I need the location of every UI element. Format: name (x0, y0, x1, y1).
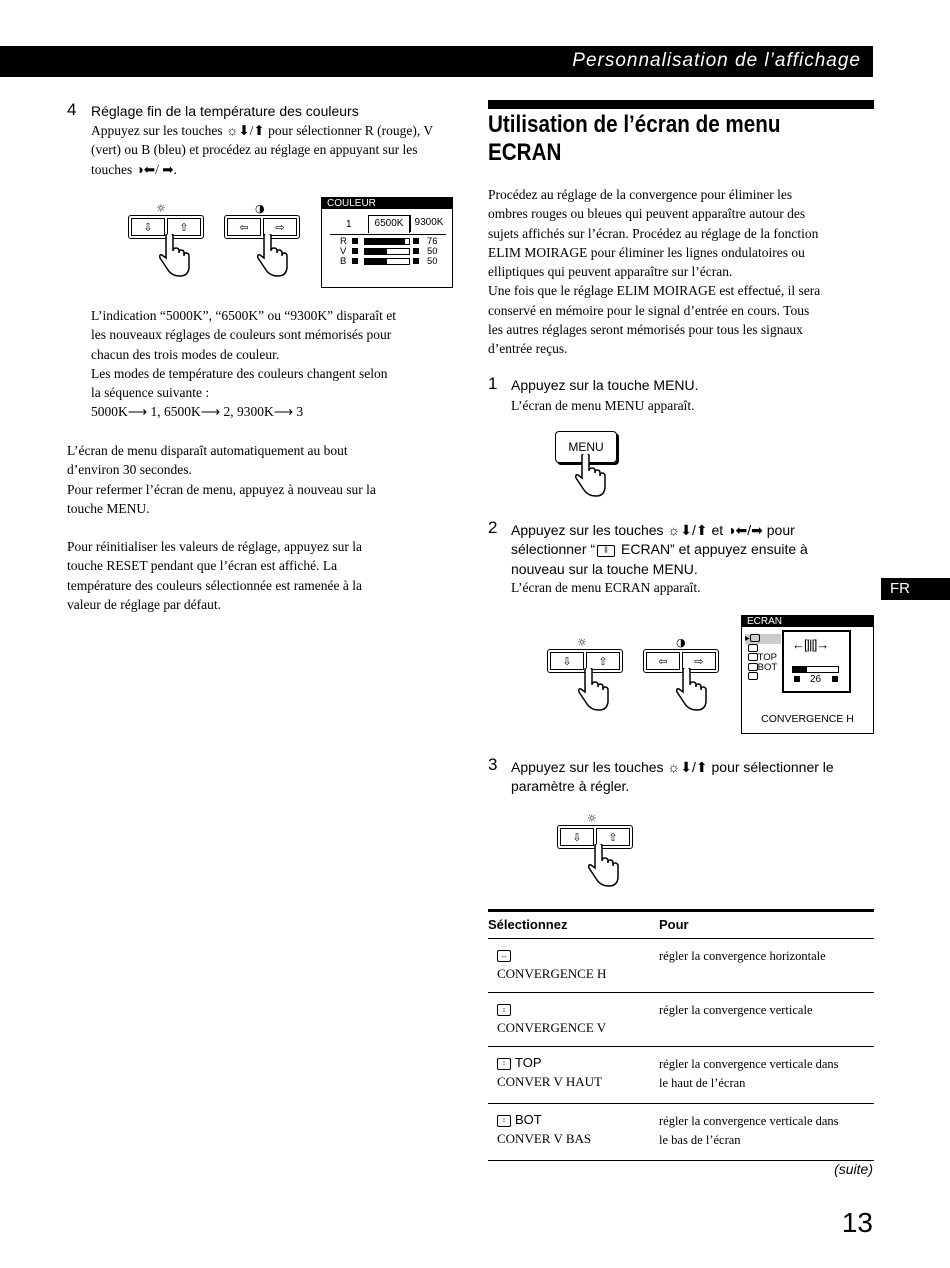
convergence-v-icon: ↕ (497, 1004, 511, 1016)
brightness-buttons-figure (557, 812, 647, 892)
step-4-title: Réglage fin de la température des couleurs (91, 103, 359, 119)
osd-level-bar (364, 238, 410, 245)
moire-icon (748, 672, 758, 680)
note-line: Les modes de température des couleurs changent selon (91, 365, 388, 381)
row-desc: le haut de l’écran (659, 1076, 746, 1090)
text-line: touche RESET pendant que l’écran est affiché. La (67, 558, 338, 574)
table-cell-select (488, 993, 659, 1047)
up-arrow-icon[interactable]: ⇧ (167, 218, 201, 236)
convergence-bot-icon: ↕ (497, 1115, 511, 1127)
table-cell-select (488, 939, 659, 993)
osd-row-r (340, 236, 446, 246)
osd-ecran-caption: CONVERGENCE H (761, 713, 854, 725)
section-title (488, 111, 823, 167)
convergence-v-icon (748, 644, 758, 652)
table-cell-purpose (659, 1104, 874, 1161)
text-line: Appuyez sur les touches ☼⬇/⬆ pour sélectionner le (511, 759, 834, 775)
text-line: elliptiques qui peuvent apparaître sur l’écran. (488, 264, 733, 280)
row-desc: régler la convergence verticale dans (659, 1057, 839, 1071)
step-2-number: 2 (488, 518, 498, 537)
osd-row-value: 50 (427, 246, 438, 257)
osd-couleur-tabs (330, 214, 446, 233)
plus-icon (413, 238, 419, 244)
row-label: CONVERGENCE H (497, 966, 607, 981)
table-row (488, 1047, 874, 1104)
hand-pointer-icon (675, 668, 709, 712)
osd-ecran-title: ECRAN (742, 616, 873, 627)
page-number: 13 (841, 1207, 873, 1238)
note-line: 5000K⟶ 1, 6500K⟶ 2, 9300K⟶ 3 (91, 404, 304, 420)
row-desc: régler la convergence verticale (659, 1003, 813, 1017)
step-1-number: 1 (488, 374, 498, 393)
osd-tab-1: 1 (346, 219, 352, 230)
table-header-row (488, 911, 874, 939)
minus-icon (794, 676, 800, 682)
table-cell-purpose (659, 993, 874, 1047)
step-1-sub: L’écran de menu MENU apparaît. (511, 398, 695, 413)
osd-level-bar (364, 258, 410, 265)
contrast-icon: ◑ (255, 202, 265, 215)
step-2-title (511, 521, 871, 579)
table-row (488, 993, 874, 1047)
convergence-bot-icon (748, 663, 758, 671)
osd-menu-item-bot (745, 663, 781, 673)
hand-pointer-icon (256, 234, 290, 278)
convergence-h-graphic-icon: ←[|||]→ (792, 637, 829, 652)
down-arrow-icon[interactable]: ⇩ (560, 828, 594, 846)
text-line: ombres rouges ou bleues qui peuvent apparaître autour des (488, 206, 806, 222)
osd-item-label: BOT (757, 661, 778, 673)
text-line: paramètre à régler. (511, 778, 630, 795)
language-tab-fr: FR (881, 578, 950, 600)
osd-menu-item-moire (745, 672, 781, 682)
minus-icon (352, 238, 358, 244)
text-line: touche MENU. (67, 500, 150, 516)
text-line: les autres réglages seront mémorisés pour tous les signaux (488, 322, 803, 338)
row-label: CONVERGENCE V (497, 1020, 607, 1035)
minus-icon (352, 258, 358, 264)
page-header-title: Personnalisation de l’affichage (572, 50, 861, 71)
table-cell-purpose (659, 939, 874, 993)
convergence-h-icon (750, 634, 760, 642)
osd-tab-9300k: 9300K (410, 215, 447, 232)
left-arrow-icon[interactable]: ⇦ (646, 652, 680, 670)
osd-level-bar (792, 666, 839, 673)
note-line: L’indication “5000K”, “6500K” ou “9300K” disparaît et (91, 308, 397, 323)
step-1-title: Appuyez sur la touche MENU. (511, 377, 699, 393)
table-header-purpose: Pour (659, 911, 874, 939)
down-arrow-icon[interactable]: ⇩ (131, 218, 165, 236)
contrast-icon: ◑ (676, 636, 686, 649)
table-cell-select (488, 1104, 659, 1161)
osd-row-label: B (340, 256, 347, 267)
step-3-number: 3 (488, 755, 498, 774)
text-line: nouveau sur la touche MENU. (511, 560, 698, 577)
text-line: température des couleurs sélectionnée est ramenée à la (67, 577, 362, 593)
selection-table (488, 909, 874, 1161)
header-bar (0, 46, 873, 77)
osd-couleur-title: COULEUR (322, 198, 452, 209)
table-cell-purpose (659, 1047, 874, 1104)
menu-auto-close-text (67, 441, 452, 518)
step-3-title (511, 758, 834, 797)
left-arrow-icon[interactable]: ⇦ (227, 218, 261, 236)
brightness-icon: ☼ (156, 202, 166, 215)
text-line: L’écran de menu disparaît automatiquement au bout (67, 443, 348, 458)
row-icon-label: BOT (515, 1112, 542, 1127)
osd-row-label: R (340, 236, 347, 247)
plus-icon (832, 676, 838, 682)
section-rule (488, 100, 874, 109)
row-label: CONVER V BAS (497, 1131, 592, 1146)
table-cell-select (488, 1047, 659, 1104)
text-line: Procédez au réglage de la convergence pour éliminer les (488, 187, 793, 202)
text-fragment: sélectionner “ (511, 541, 596, 558)
minus-icon (352, 248, 358, 254)
note-line: la séquence suivante : (91, 385, 210, 401)
text-line: d’environ 30 secondes. (67, 462, 192, 478)
ecran-icon: ⫼ (597, 545, 615, 557)
text-line: d’entrée reçus. (488, 341, 568, 357)
right-arrow-icon[interactable]: ⇨ (682, 652, 716, 670)
hand-pointer-icon (587, 844, 621, 888)
convergence-h-icon: ↔ (497, 950, 511, 962)
text-line: Pour réinitialiser les valeurs de réglage, appuyez sur la (67, 539, 363, 554)
step-4-number: 4 (67, 100, 77, 119)
plus-icon (413, 258, 419, 264)
row-desc: régler la convergence verticale dans (659, 1114, 839, 1128)
row-icon-label: TOP (515, 1055, 542, 1070)
up-arrow-icon[interactable]: ⇧ (586, 652, 620, 670)
hand-pointer-icon (158, 234, 192, 278)
row-desc: régler la convergence horizontale (659, 949, 826, 963)
osd-tab-6500k: 6500K (368, 215, 410, 233)
text-line: ELIM MOIRAGE pour éliminer les lignes ondulatoires ou (488, 244, 805, 260)
hand-pointer-icon (574, 454, 608, 498)
row-label: CONVER V HAUT (497, 1074, 602, 1089)
brightness-contrast-buttons-figure (128, 202, 308, 282)
section-title-line-1: Utilisation de l’écran de menu (488, 111, 781, 138)
text-fragment: ECRAN” et appuyez ensuite à (621, 541, 808, 558)
osd-menu-item-convergence-h: ▸ (745, 634, 781, 644)
plus-icon (413, 248, 419, 254)
table-row (488, 939, 874, 993)
hand-pointer-icon (577, 668, 611, 712)
text-line: Une fois que le réglage ELIM MOIRAGE est effectué, il sera (488, 283, 821, 299)
menu-button-label: MENU (568, 440, 604, 454)
convergence-top-icon (748, 653, 758, 661)
reset-text (67, 537, 452, 614)
osd-couleur (321, 197, 453, 288)
step-4-text: Appuyez sur les touches ☼⬇/⬆ pour sélectionner R (rouge), V (vert) ou B (bleu) et procédez au réglage en appuyant sur les touches ◑⬅/ ➡. (91, 123, 433, 177)
convergence-top-icon: ↕ (497, 1058, 511, 1070)
brightness-contrast-buttons-figure (547, 636, 727, 716)
step-2-sub: L’écran de menu ECRAN apparaît. (511, 580, 701, 595)
down-arrow-icon[interactable]: ⇩ (550, 652, 584, 670)
osd-value: 26 (810, 674, 822, 685)
osd-couleur-rows (340, 236, 446, 266)
osd-ecran (741, 615, 874, 734)
table-row (488, 1104, 874, 1161)
note-line: chacun des trois modes de couleur. (91, 346, 280, 362)
section-title-line-2: ECRAN (488, 139, 562, 166)
note-line: les nouveaux réglages de couleurs sont mémorisés pour (91, 327, 392, 343)
continued-label: (suite) (834, 1161, 873, 1177)
osd-row-value: 76 (427, 236, 438, 247)
text-line: Pour refermer l’écran de menu, appuyez à nouveau sur la (67, 481, 376, 497)
osd-level-bar (364, 248, 410, 255)
osd-row-label: V (340, 246, 347, 257)
up-arrow-icon[interactable]: ⇧ (596, 828, 630, 846)
right-arrow-icon[interactable]: ⇨ (263, 218, 297, 236)
osd-row-v (340, 246, 446, 256)
section-intro (488, 185, 878, 359)
text-line: valeur de réglage par défaut. (67, 596, 222, 612)
osd-row-b (340, 256, 446, 266)
table-header-select: Sélectionnez (488, 911, 659, 939)
brightness-icon: ☼ (577, 636, 587, 649)
osd-item-label: TOP (757, 652, 777, 663)
brightness-icon: ☼ (587, 812, 597, 825)
osd-ecran-menu-list (745, 634, 781, 682)
text-line: Appuyez sur les touches ☼⬇/⬆ et ◑⬅/➡ pour (511, 522, 795, 538)
text-line (511, 540, 871, 559)
osd-ecran-adjust-panel (782, 630, 851, 693)
osd-row-value: 50 (427, 256, 438, 267)
text-line: conservé en mémoire pour le signal d’entrée en cours. Tous (488, 302, 810, 318)
text-line: sujets affichés sur l’écran. Procédez au réglage de la fonction (488, 225, 819, 241)
color-mode-note (91, 306, 451, 422)
row-desc: le bas de l’écran (659, 1133, 741, 1147)
